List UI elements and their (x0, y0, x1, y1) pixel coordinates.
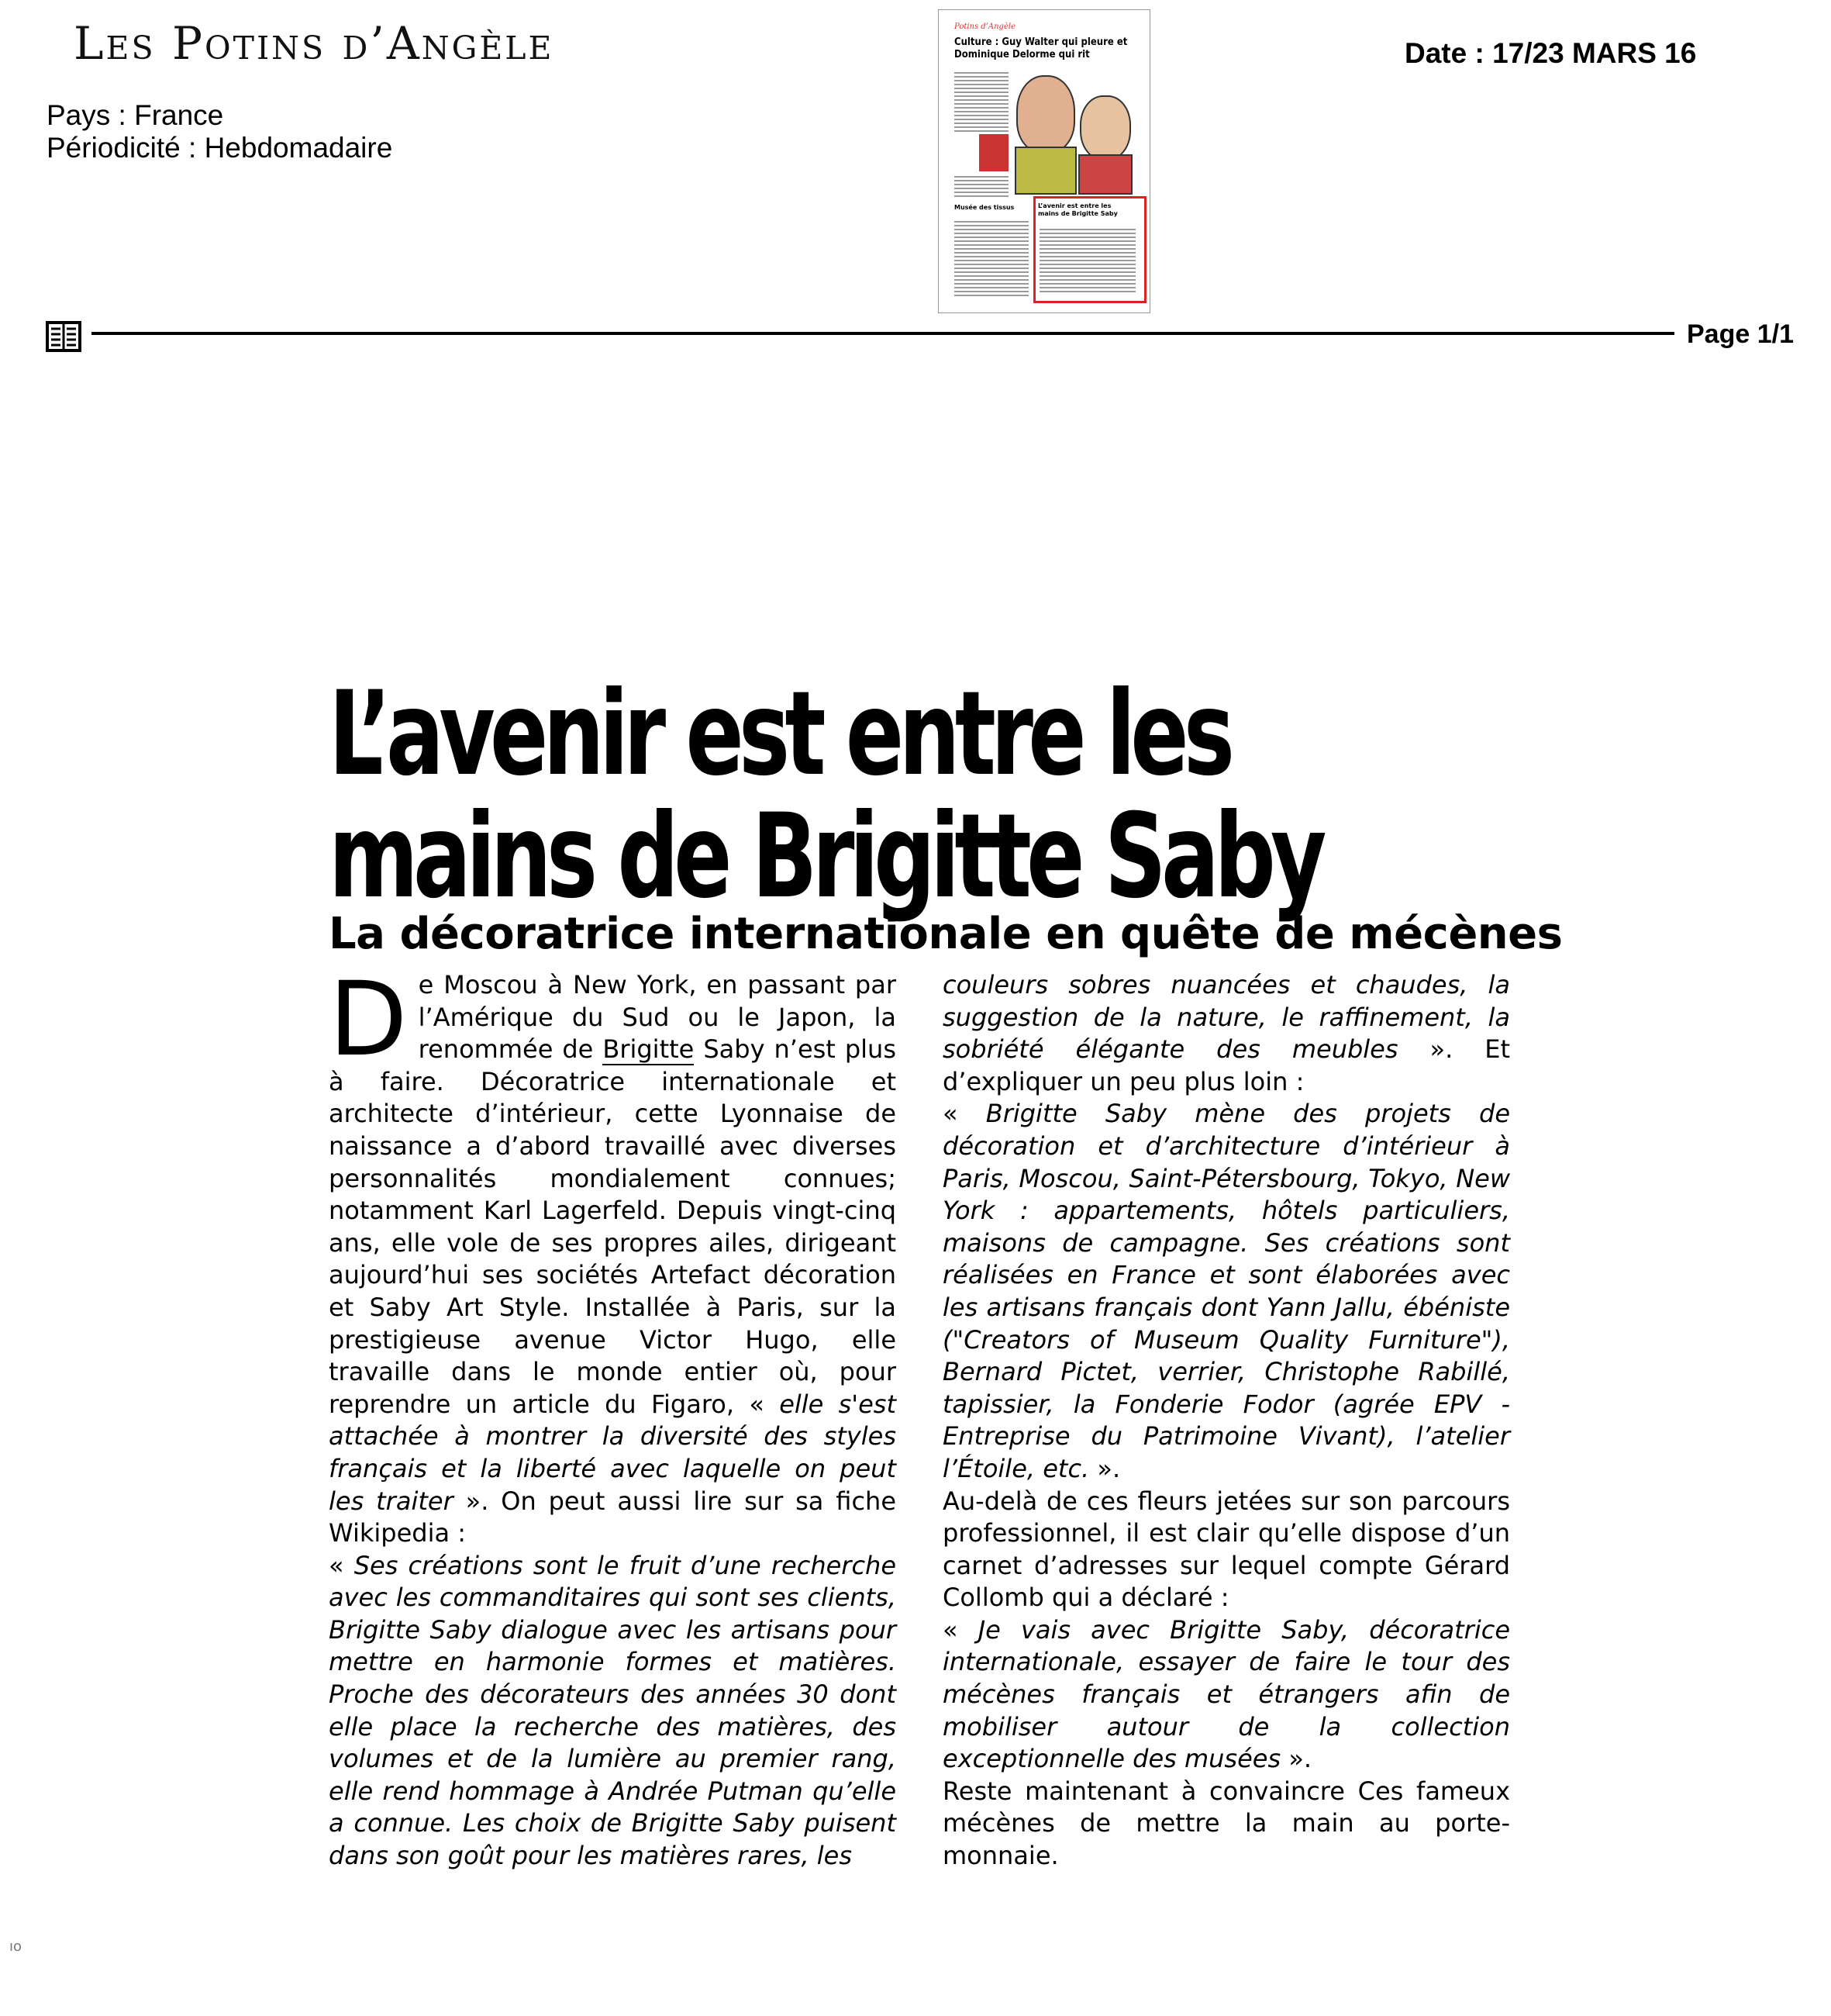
caricature-body-icon (1078, 154, 1133, 195)
thumbnail-text-block (954, 221, 1029, 299)
issue-date: Date : 17/23 MARS 16 (1405, 37, 1697, 69)
collomb-quote: Je vais avec Brigitte Saby, décoratrice internationale, essayer de faire le tour des mécènes français et étrangers afin de mobiliser autour de la collection exceptionnelle des musées (943, 1614, 1511, 1774)
header-divider (91, 332, 1674, 335)
wikipedia-quote: Ses créations sont le fruit d’une recherche avec les commanditaires qui sont ses clients, Brigitte Saby dialogue avec les artisans pour mettre en harmonie formes et matières. Proche des décorateurs des années 30 dont elle place la recherche des matières, des volumes et de la lumière au premier rang, elle rend hommage à Andrée Putman qu’elle a connue. Les choix de Brigitte Saby puisent dans son goût pour les matières rares, les (329, 1550, 897, 1871)
projects-quote: Brigitte Saby mène des projets de décoration et d’architecture d’intérieur à Paris, Moscou, Saint-Pétersbourg, Tokyo, New York : appartements, hôtels particuliers, maisons de campagne. Ses créations sont réalisées en France et sont élaborées avec les artisans français dont Yann Jallu, ébéniste ("Creators of Museum Quality Furniture"), Bernard Pictet, verrier, Christophe Rabillé, tapissier, la Fonderie Fodor (agrée EPV - Entreprise du Patrimoine Vivant), l’atelier l’Étoile, etc. (943, 1099, 1511, 1483)
text-run: ». Et d’expliquer un peu plus loin : (943, 1034, 1511, 1096)
text-run: ». On peut aussi lire sur sa fiche Wikipedia : (329, 1486, 897, 1548)
headline-line-2: mains de Brigitte Saby (329, 789, 1322, 924)
page-thumbnail[interactable] (938, 9, 1150, 313)
quote-open: « (329, 1550, 354, 1580)
article-headline (329, 667, 1322, 924)
article-subheadline: La décoratrice internationale en quête de mécènes (329, 909, 1563, 959)
wikipedia-quote-continued: couleurs sobres nuancées et chaudes, la suggestion de la nature, le raffinement, la sobriété élégante des meubles (943, 970, 1510, 1065)
quote-close: ». (1281, 1744, 1312, 1774)
highlighted-name: Brigitte (602, 1034, 695, 1065)
text-run: e Moscou à New York, en passant par l’Amérique du Sud ou le Japon, la renommée de (418, 970, 896, 1065)
article-column-left (329, 960, 897, 1873)
paragraph: Reste maintenant à convaincre Ces fameux mécènes de mettre la main au porte-monnaie. (943, 1776, 1510, 1871)
scan-margin-mark: ıo (9, 1938, 22, 1955)
country-label: Pays : France (47, 99, 224, 131)
thumbnail-subtitle-left: Musée des tissus (954, 204, 1015, 211)
thumbnail-text-block (954, 176, 1009, 199)
quote-close: ». (1089, 1453, 1121, 1483)
text-run: Saby n’est plus à faire. Décoratrice internationale et architecte d’intérieur, cette Lyonnaise de naissance a d’abord travaillé avec diverses personnalités mondialement connues; notamment Karl Lagerfeld. Depuis vingt-cinq ans, elle vole de ses propres ailes, dirigeant aujourd’hui ses sociétés Artefact décoration et Saby Art Style. Installée à Paris, sur la prestigieuse avenue Victor Hugo, elle travaille dans le monde entier où, pour reprendre un article du Figaro, « (329, 1034, 897, 1419)
thumbnail-subtitle-right: L’avenir est entre les mains de Brigitte Saby (1038, 202, 1118, 217)
thumbnail-tag: Potins d’Angèle (954, 22, 1015, 31)
page-number: Page 1/1 (1687, 319, 1794, 349)
paragraph (943, 969, 1510, 1098)
paragraph (329, 1550, 896, 1873)
article-column-right (943, 969, 1510, 1873)
newspaper-icon (45, 318, 82, 355)
quote-open: « (943, 1614, 978, 1645)
caricature-face-icon (1016, 75, 1075, 153)
thumbnail-text-block (954, 72, 1009, 133)
drop-cap: D (329, 960, 408, 1079)
paragraph (943, 1614, 1510, 1776)
masthead-title: Les Potins d’Angèle (74, 17, 554, 70)
paragraph: Au-delà de ces fleurs jetées sur son parcours professionnel, il est clair qu’elle dispose d’un carnet d’adresses sur lequel compte Gérard Collomb qui a déclaré : (943, 1486, 1510, 1613)
periodicity-label: Périodicité : Hebdomadaire (47, 132, 393, 164)
thumbnail-title: Culture : Guy Walter qui pleure et Dominique Delorme qui rit (954, 36, 1128, 60)
thumbnail-text-block (1040, 229, 1136, 294)
thumbnail-red-box (979, 134, 1009, 171)
figaro-quote: elle s'est attachée à montrer la diversité des styles français et la liberté avec laquelle on peut les traiter (329, 1389, 897, 1516)
headline-line-1: L’avenir est entre les (329, 667, 1230, 802)
quote-open: « (943, 1099, 986, 1129)
paragraph (943, 1098, 1510, 1485)
paragraph (329, 960, 897, 1550)
caricature-body-icon (1015, 147, 1077, 195)
caricature-face-icon (1080, 95, 1131, 161)
